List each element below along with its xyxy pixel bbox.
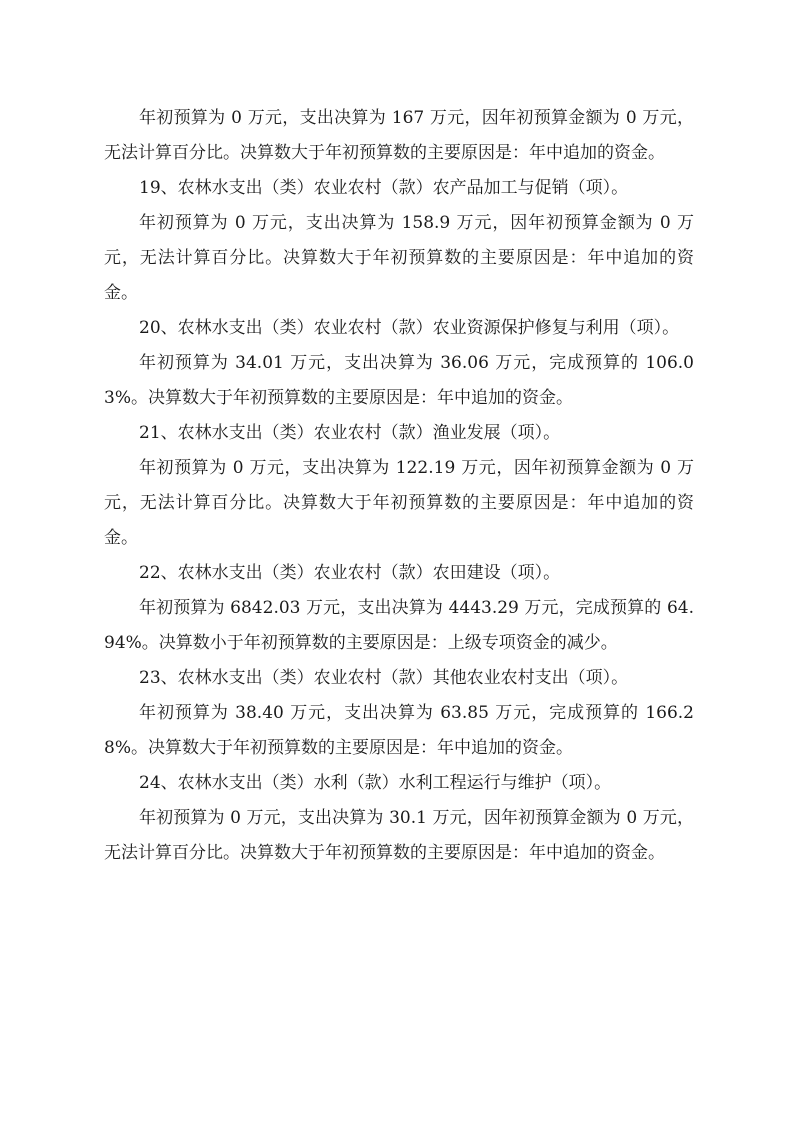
paragraph-budget-167: 年初预算为 0 万元，支出决算为 167 万元，因年初预算金额为 0 万元，无法计算百分比。决算数大于年初预算数的主要原因是：年中追加的资金。: [104, 108, 694, 163]
item-heading-21: 21、农林水支出（类）农业农村（款）渔业发展（项）。: [139, 423, 561, 443]
item-heading-24: 24、农林水支出（类）水利（款）水利工程运行与维护（项）。: [139, 773, 612, 793]
paragraph-budget-158-9: 年初预算为 0 万元，支出决算为 158.9 万元，因年初预算金额为 0 万元，无法计算百分比。决算数大于年初预算数的主要原因是：年中追加的资金。: [104, 213, 694, 303]
paragraph-budget-122-19: 年初预算为 0 万元，支出决算为 122.19 万元，因年初预算金额为 0 万元，无法计算百分比。决算数大于年初预算数的主要原因是：年中追加的资金。: [104, 458, 694, 548]
paragraph-budget-4443-29: 年初预算为 6842.03 万元，支出决算为 4443.29 万元，完成预算的 64.94%。决算数小于年初预算数的主要原因是：上级专项资金的减少。: [104, 598, 694, 653]
paragraph-budget-30-1: 年初预算为 0 万元，支出决算为 30.1 万元，因年初预算金额为 0 万元，无法计算百分比。决算数大于年初预算数的主要原因是：年中追加的资金。: [104, 808, 694, 863]
body-text: [104, 101, 694, 871]
item-heading-20: 20、农林水支出（类）农业农村（款）农业资源保护修复与利用（项）。: [139, 318, 680, 338]
item-heading-23: 23、农林水支出（类）农业农村（款）其他农业农村支出（项）。: [139, 668, 629, 688]
item-heading-22: 22、农林水支出（类）农业农村（款）农田建设（项）。: [139, 563, 561, 583]
paragraph-budget-63-85: 年初预算为 38.40 万元，支出决算为 63.85 万元，完成预算的 166.28%。决算数大于年初预算数的主要原因是：年中追加的资金。: [104, 703, 694, 758]
paragraph-budget-36-06: 年初预算为 34.01 万元，支出决算为 36.06 万元，完成预算的 106.03%。决算数大于年初预算数的主要原因是：年中追加的资金。: [104, 353, 694, 408]
item-heading-19: 19、农林水支出（类）农业农村（款）农产品加工与促销（项）。: [139, 178, 629, 198]
